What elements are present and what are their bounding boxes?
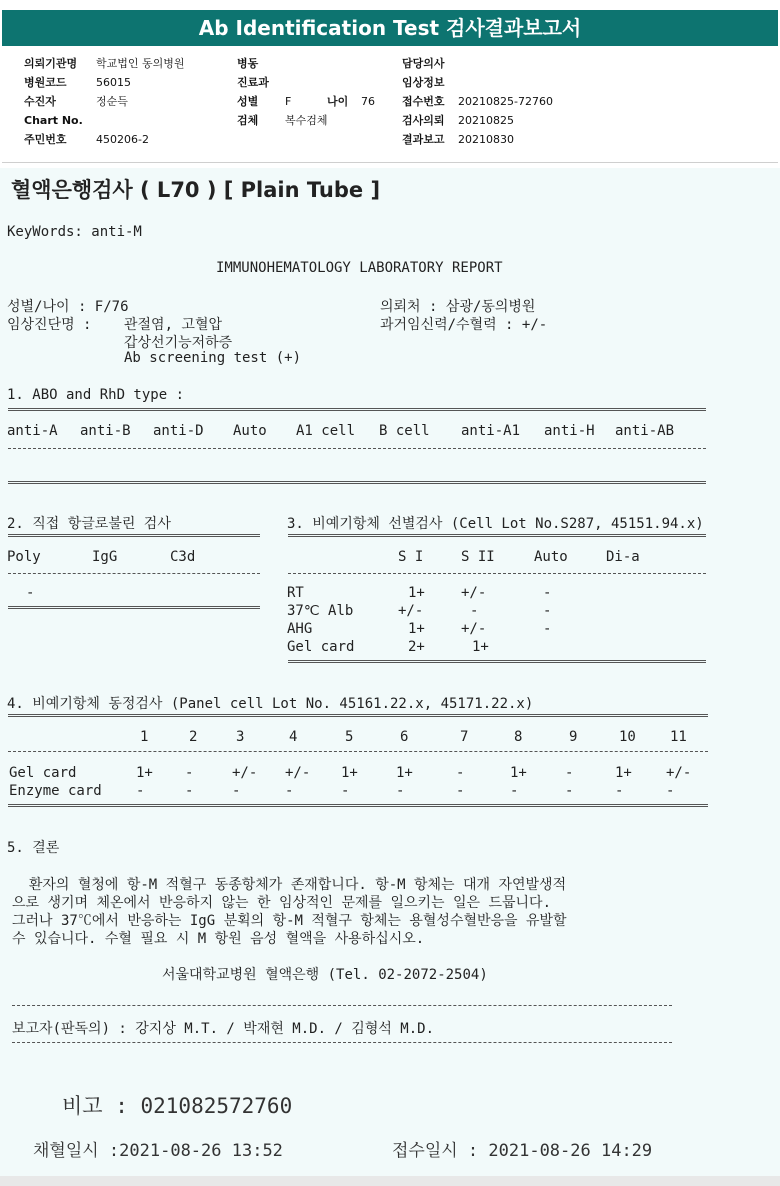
label-hospital-code: 병원코드 — [24, 76, 67, 89]
screen-cell: - — [543, 621, 552, 637]
header-col-1 — [24, 54, 185, 149]
panel-col-header: 1 — [140, 729, 149, 745]
diagnosis-label: 임상진단명 : — [7, 317, 92, 333]
header-col-3 — [402, 54, 553, 149]
panel-cell: 1+ — [510, 765, 527, 781]
reporters: 보고자(판독의) : 강지상 M.T. / 박재현 M.D. / 김형석 M.D. — [12, 1021, 435, 1037]
collection-datetime: 채혈일시 :2021-08-26 13:52 — [33, 1141, 283, 1161]
conclusion-line-1: 환자의 혈청에 항-M 적혈구 동종항체가 존재합니다. 항-M 항체는 대개 자연발생적 — [12, 877, 567, 893]
divider — [12, 1042, 672, 1043]
dat-header-c3d: C3d — [170, 549, 196, 565]
value-receipt-no: 20210825-72760 — [458, 95, 553, 108]
diagnosis-line-1: 관절염, 고혈압 — [124, 317, 223, 333]
screen-row-label: RT — [287, 585, 304, 601]
diagnosis-line-3: Ab screening test (+) — [124, 350, 302, 366]
bottom-strip — [0, 1176, 780, 1186]
abo-header-a1-cell: A1 cell — [296, 423, 356, 439]
screen-cell: +/- — [461, 585, 487, 601]
label-age: 나이 — [327, 95, 349, 108]
screen-cell: - — [543, 585, 552, 601]
abo-header-anti-ab: anti-AB — [615, 423, 675, 439]
value-specimen: 복수검체 — [285, 114, 328, 127]
note-id: 비고 : 021082572760 — [62, 1094, 293, 1118]
screen-header-auto: Auto — [534, 549, 568, 565]
institution-contact: 서울대학교병원 혈액은행 (Tel. 02-2072-2504) — [162, 967, 488, 983]
dat-header-igg: IgG — [92, 549, 118, 565]
divider — [8, 606, 260, 609]
divider — [8, 714, 708, 717]
screen-cell: 2+ — [408, 639, 425, 655]
sex-age: 성별/나이 : F/76 — [7, 299, 129, 315]
conclusion-line-3: 그러나 37℃에서 반응하는 IgG 분획의 항-M 적혈구 항체는 용혈성수혈반응을 유발할 — [12, 913, 567, 929]
diagnosis-line-2: 갑상선기능저하증 — [124, 335, 233, 351]
value-hospital-code: 56015 — [96, 76, 131, 89]
label-physician: 담당의사 — [402, 57, 445, 70]
label-ward: 병동 — [237, 57, 259, 70]
panel-cell: - — [285, 783, 294, 799]
panel-cell: 1+ — [341, 765, 358, 781]
divider — [8, 448, 706, 449]
screen-header-di-a: Di-a — [606, 549, 640, 565]
panel-row-label: Gel card — [9, 765, 77, 781]
panel-cell: - — [666, 783, 675, 799]
abo-header-anti-a: anti-A — [7, 423, 58, 439]
panel-row-label: Enzyme card — [9, 783, 102, 799]
divider — [8, 481, 706, 484]
value-institution: 학교법인 동의병원 — [96, 57, 185, 70]
panel-cell: - — [456, 783, 465, 799]
panel-cell: +/- — [666, 765, 692, 781]
value-age: 76 — [361, 95, 375, 108]
panel-cell: - — [456, 765, 465, 781]
panel-col-header: 6 — [400, 729, 409, 745]
label-sex: 성별 — [237, 95, 259, 108]
screen-cell: 1+ — [408, 585, 425, 601]
conclusion-line-4: 수 있습니다. 수혈 필요 시 M 항원 음성 혈액을 사용하십시오. — [12, 931, 425, 947]
divider — [8, 408, 706, 411]
report-title: 혈액은행검사 ( L70 ) [ Plain Tube ] — [11, 178, 381, 202]
label-specimen: 검체 — [237, 114, 259, 127]
panel-cell: - — [185, 765, 194, 781]
divider — [288, 534, 706, 537]
panel-cell: 1+ — [136, 765, 153, 781]
report-heading: IMMUNOHEMATOLOGY LABORATORY REPORT — [216, 260, 503, 276]
panel-cell: 1+ — [396, 765, 413, 781]
panel-col-header: 7 — [460, 729, 469, 745]
report-body — [0, 168, 780, 1176]
panel-cell: - — [565, 783, 574, 799]
panel-cell: - — [185, 783, 194, 799]
divider — [8, 534, 260, 537]
screen-cell: 1+ — [472, 639, 489, 655]
panel-col-header: 8 — [514, 729, 523, 745]
screen-row-label: Gel card — [287, 639, 355, 655]
screen-header-s1: S I — [398, 549, 424, 565]
abo-header-anti-d: anti-D — [153, 423, 204, 439]
section-3-title: 3. 비예기항체 선별검사 (Cell Lot No.S287, 45151.94.x) — [287, 516, 704, 532]
section-1-title: 1. ABO and RhD type : — [7, 387, 185, 403]
value-patient: 정순득 — [96, 95, 128, 108]
section-5-title: 5. 결론 — [7, 840, 60, 856]
label-clinical-info: 임상정보 — [402, 76, 445, 89]
abo-header-anti-a1: anti-A1 — [461, 423, 521, 439]
value-result-report: 20210830 — [458, 133, 514, 146]
dat-value: - — [26, 585, 35, 601]
pregnancy-transfusion-history: 과거임신력/수혈력 : +/- — [380, 317, 548, 333]
value-test-request: 20210825 — [458, 114, 514, 127]
section-2-title: 2. 직접 항글로불린 검사 — [7, 516, 171, 532]
panel-col-header: 9 — [569, 729, 578, 745]
panel-cell: - — [565, 765, 574, 781]
panel-col-header: 4 — [289, 729, 298, 745]
panel-col-header: 2 — [189, 729, 198, 745]
screen-cell: +/- — [398, 603, 424, 619]
patient-header — [2, 46, 778, 163]
conclusion-line-2: 으로 생기며 체온에서 반응하지 않는 한 임상적인 문제를 일으키는 일은 드뭅니다. — [12, 895, 552, 911]
divider — [8, 573, 260, 574]
abo-header-auto: Auto — [233, 423, 267, 439]
panel-cell: +/- — [232, 765, 258, 781]
abo-header-anti-b: anti-B — [80, 423, 131, 439]
receipt-datetime: 접수일시 : 2021-08-26 14:29 — [392, 1141, 653, 1161]
label-patient: 수진자 — [24, 95, 56, 108]
label-test-request: 검사의뢰 — [402, 114, 445, 127]
abo-header-b-cell: B cell — [379, 423, 430, 439]
screen-cell: +/- — [461, 621, 487, 637]
divider — [8, 804, 708, 807]
dat-header-poly: Poly — [7, 549, 41, 565]
panel-col-header: 3 — [236, 729, 245, 745]
divider — [8, 751, 708, 752]
label-department: 진료과 — [237, 76, 269, 89]
keywords: KeyWords: anti-M — [7, 224, 142, 240]
screen-cell: - — [543, 603, 552, 619]
screen-cell: - — [470, 603, 479, 619]
panel-cell: - — [615, 783, 624, 799]
panel-cell: - — [396, 783, 405, 799]
panel-cell: 1+ — [615, 765, 632, 781]
panel-col-header: 5 — [345, 729, 354, 745]
panel-cell: +/- — [285, 765, 311, 781]
label-institution: 의뢰기관명 — [24, 57, 78, 70]
value-sex: F — [285, 95, 292, 108]
header-col-2 — [237, 54, 375, 130]
divider — [12, 1005, 672, 1006]
report-banner-title: Ab Identification Test 검사결과보고서 — [2, 10, 778, 46]
panel-col-header: 10 — [619, 729, 636, 745]
label-chart-no: Chart No. — [24, 114, 83, 127]
panel-cell: - — [341, 783, 350, 799]
panel-cell: - — [510, 783, 519, 799]
screen-row-label: 37℃ Alb — [287, 603, 354, 619]
abo-header-anti-h: anti-H — [544, 423, 595, 439]
label-result-report: 결과보고 — [402, 133, 445, 146]
divider — [288, 660, 706, 663]
panel-cell: - — [136, 783, 145, 799]
value-id-number: 450206-2 — [96, 133, 149, 146]
section-4-title: 4. 비예기항체 동정검사 (Panel cell Lot No. 45161.22.x, 45171.22.x) — [7, 696, 534, 712]
requester: 의뢰처 : 삼광/동의병원 — [380, 299, 536, 315]
label-receipt-no: 접수번호 — [402, 95, 445, 108]
panel-col-header: 11 — [670, 729, 687, 745]
screen-cell: 1+ — [408, 621, 425, 637]
panel-cell: - — [232, 783, 241, 799]
divider — [288, 573, 706, 574]
screen-header-s2: S II — [461, 549, 495, 565]
screen-row-label: AHG — [287, 621, 313, 637]
label-id-number: 주민번호 — [24, 133, 67, 146]
